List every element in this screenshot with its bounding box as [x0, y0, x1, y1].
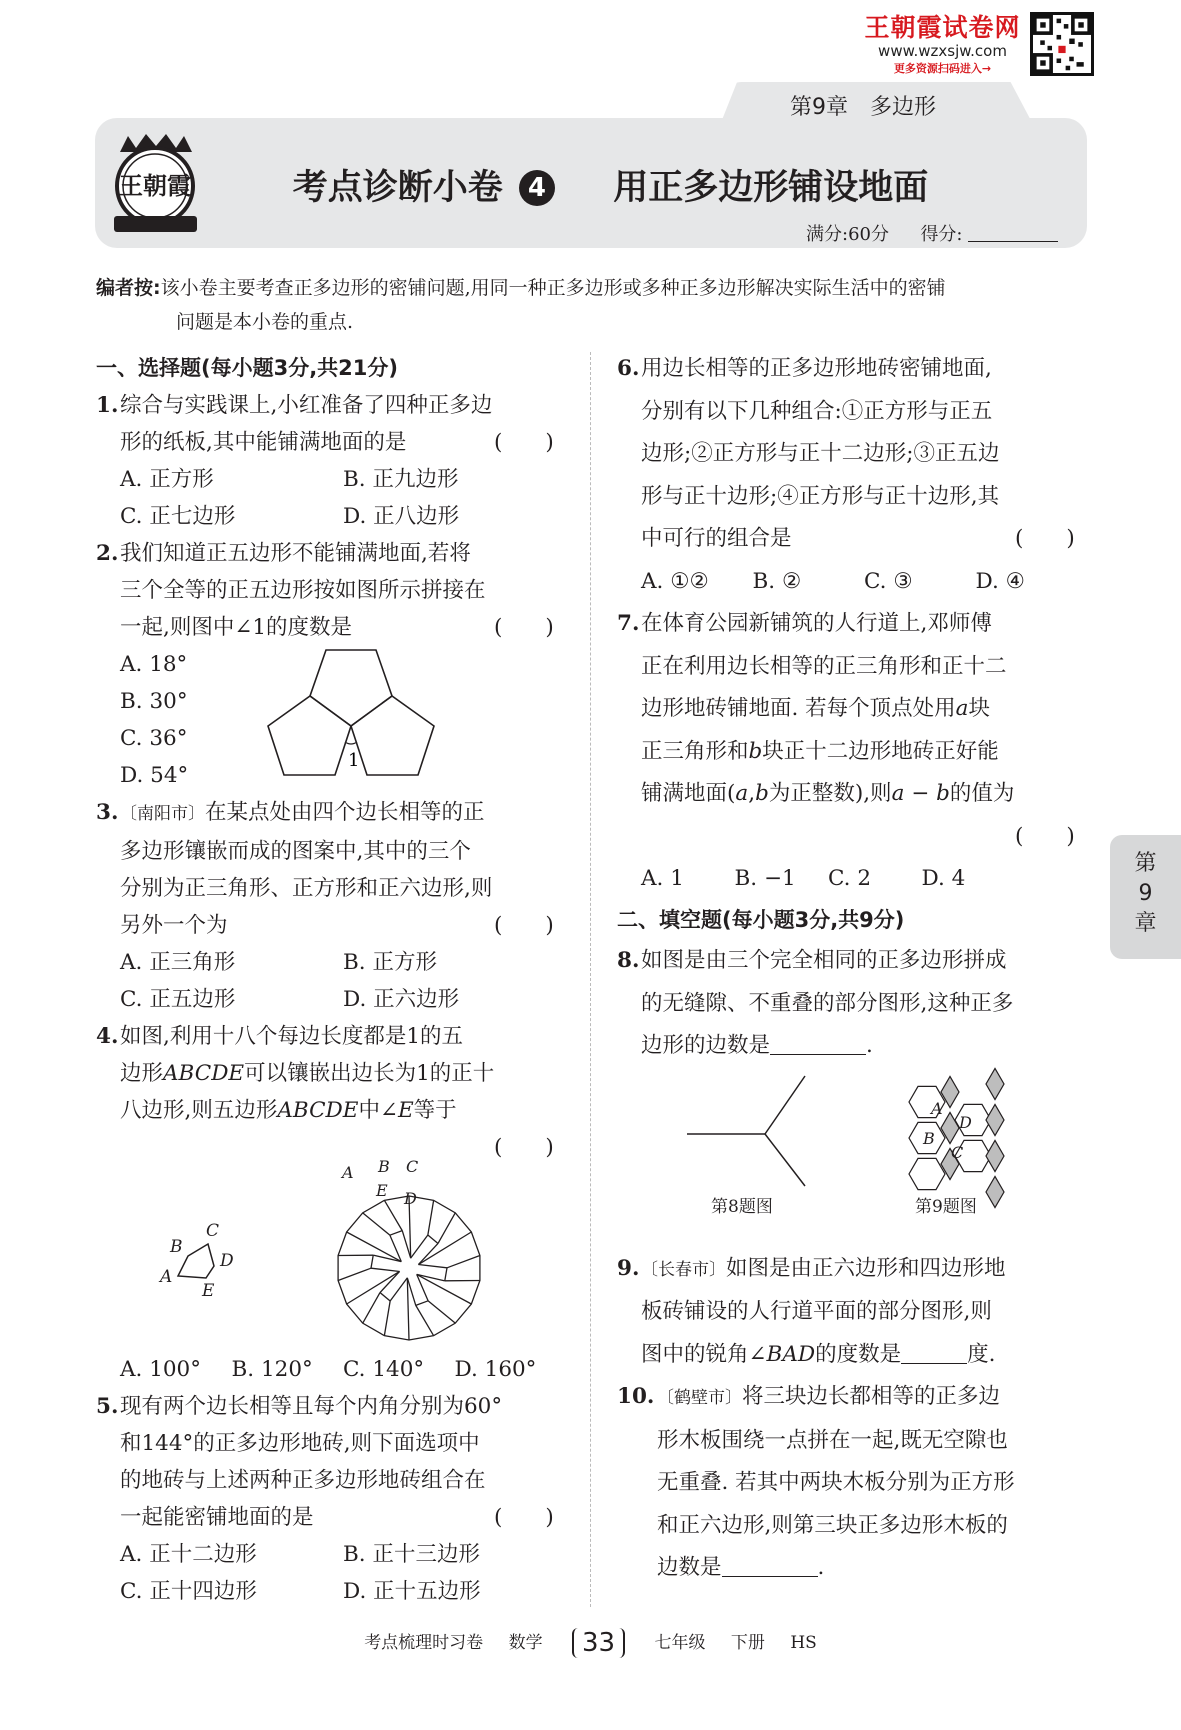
tiling-edge	[371, 1255, 373, 1268]
question-text: 边数是	[657, 1555, 722, 1580]
side-tab-char: 章	[1134, 911, 1157, 936]
tiling-edge	[428, 1200, 434, 1235]
question-text: 等于	[413, 1098, 457, 1123]
tiling-edge	[445, 1268, 447, 1281]
figure-8-caption: 第8题图	[711, 1196, 773, 1217]
question-text: 一起能密铺地面的是	[120, 1505, 314, 1530]
qr-code-icon[interactable]	[1030, 12, 1094, 76]
chapter-label: 第9章 多边形	[790, 95, 936, 120]
question-text: 另外一个为	[120, 913, 228, 938]
options	[617, 561, 1087, 604]
question-number: 3.	[96, 800, 119, 825]
editor-note-text-2: 问题是本小卷的重点.	[176, 311, 354, 333]
question-text: 分别有以下几种组合:①正方形与正五	[641, 398, 993, 424]
rhombus-tile	[986, 1140, 1004, 1171]
question-text: 边形;②正方形与正十二边形;③正五边	[641, 441, 1000, 466]
option-b[interactable]: B. 正九边形	[343, 467, 459, 492]
footer-volume: 下册	[730, 1633, 765, 1653]
tiling-edge	[438, 1213, 455, 1244]
tiling-edge	[363, 1213, 390, 1235]
question-text: 的值为	[949, 781, 1015, 806]
option-a[interactable]: A. 正三角形	[120, 950, 236, 975]
tiling-edge	[380, 1293, 390, 1301]
question-text: .	[817, 1555, 825, 1580]
brand-url[interactable]: www.wzxsjw.com	[878, 42, 1007, 60]
option-d[interactable]: D. 4	[921, 865, 966, 891]
question-text: 边形	[120, 1061, 164, 1086]
tiling-edge	[373, 1255, 401, 1261]
vertex-label: A	[931, 1098, 943, 1118]
options	[96, 1573, 566, 1610]
vertex-label: A	[342, 1163, 354, 1182]
tiling-edge	[417, 1274, 428, 1300]
math-var: b	[755, 781, 769, 806]
question-text: 正在利用边长相等的正三角形和正十二	[641, 653, 1007, 679]
tiling-edge	[417, 1274, 445, 1280]
question-text: 八边形,则五边形	[120, 1098, 278, 1123]
pentagon-abcde-figure	[156, 1186, 256, 1301]
footer-subject: 数学	[508, 1633, 543, 1653]
vertex-label: E	[202, 1281, 215, 1301]
option-a[interactable]: A. 正十二边形	[120, 1542, 257, 1567]
side-tab-char: 第	[1134, 851, 1157, 876]
question-number: 2.	[96, 541, 119, 566]
answer-paren[interactable]: ( )	[494, 430, 554, 455]
q8-q9-figures	[617, 1068, 1087, 1248]
option-d[interactable]: D. 54°	[120, 763, 189, 788]
source-city: 〔鹤壁市〕	[657, 1388, 742, 1408]
question-number: 8.	[617, 948, 640, 973]
question-text: 的无缝隙、不重叠的部分图形,这种正多	[641, 990, 1014, 1016]
math-var: a	[955, 696, 969, 721]
question-text: 边形地砖铺地面. 若每个顶点处用	[641, 696, 956, 721]
option-b[interactable]: B. 120°	[231, 1357, 313, 1382]
editor-note-text-1: 该小卷主要考查正多边形的密铺问题,用同一种正多边形或多种正多边形解决实际生活中的密铺	[160, 277, 946, 299]
tiling-edge	[447, 1255, 480, 1267]
question-number: 6.	[617, 356, 640, 381]
question-8	[617, 940, 1087, 1068]
tiling-edge	[416, 1305, 434, 1335]
question-text: 边形的边数是	[641, 1033, 771, 1058]
question-text: 一起,则图中∠1的度数是	[120, 615, 353, 640]
question-text: 如图,利用十八个每边长度都是1的五	[120, 1024, 464, 1049]
vertex-label: D	[220, 1251, 234, 1271]
option-b[interactable]: B. −1	[734, 865, 796, 891]
rhombus-tile	[986, 1068, 1004, 1099]
math-var: b	[936, 781, 950, 806]
answer-blank[interactable]	[901, 1342, 967, 1364]
question-number: 9.	[617, 1255, 640, 1281]
question-text: 的度数是	[815, 1341, 902, 1367]
options	[96, 461, 566, 498]
section-choice-title: 一、选择题(每小题3分,共21分)	[96, 356, 399, 380]
tiling-edge	[384, 1200, 402, 1230]
question-5	[96, 1388, 566, 1536]
answer-paren[interactable]: ( )	[1015, 823, 1075, 849]
answer-blank[interactable]	[770, 1033, 866, 1055]
question-text: 图中的锐角∠	[641, 1341, 767, 1367]
question-text: 和144°的正多边形地砖,则下面选项中	[120, 1431, 480, 1456]
tiling-edge	[363, 1293, 380, 1324]
tiling-edge	[417, 1274, 472, 1304]
question-text: 可以镶嵌出边长为1的正十	[244, 1061, 495, 1086]
math-var: E	[397, 1098, 414, 1123]
tiling-edge	[411, 1235, 428, 1258]
option-a[interactable]: A. 正方形	[120, 467, 214, 492]
question-text: 板砖铺设的人行道平面的部分图形,则	[641, 1299, 992, 1324]
option-a[interactable]: A. 1	[641, 865, 684, 891]
rhombus-tile	[986, 1176, 1004, 1207]
question-number: 5.	[96, 1394, 119, 1419]
vertex-label: B	[170, 1237, 183, 1257]
vertex-label: E	[376, 1181, 388, 1200]
question-text: 多边形镶嵌而成的图案中,其中的三个	[120, 839, 471, 864]
chapter-side-tab	[1110, 835, 1181, 959]
vertex-label: C	[406, 1157, 419, 1176]
vertex-label: B	[923, 1128, 935, 1148]
footer-grade: 七年级	[654, 1633, 706, 1653]
tiling-edge	[371, 1268, 400, 1271]
vertex-label: A	[160, 1267, 173, 1287]
option-b[interactable]: B. 正方形	[343, 950, 437, 975]
vertex-label: D	[404, 1189, 417, 1208]
tiling-edge	[384, 1301, 390, 1336]
title-number-badge: 4	[519, 170, 555, 206]
title-part2: 用正多边形铺设地面	[613, 168, 929, 208]
editor-note-label: 编者按:	[96, 277, 161, 299]
options	[96, 1351, 566, 1388]
question-6	[617, 348, 1087, 561]
hexagon-tile	[909, 1158, 945, 1189]
math-operator: −	[904, 781, 937, 806]
tiling-edge	[338, 1268, 371, 1280]
tiling-edge	[347, 1232, 402, 1262]
question-text: ,	[748, 781, 756, 806]
answer-paren[interactable]: ( )	[1015, 526, 1075, 551]
answer-paren[interactable]: ( )	[494, 913, 554, 938]
rhombus-tile	[986, 1104, 1004, 1135]
options	[96, 944, 566, 981]
tiling-edge	[418, 1265, 447, 1268]
question-text: 为正整数),则	[768, 781, 892, 806]
option-d[interactable]: D. ④	[975, 568, 1025, 594]
left-column	[96, 350, 566, 1610]
score-line	[806, 220, 1058, 246]
option-a[interactable]: A. ①②	[641, 568, 709, 594]
question-1	[96, 387, 566, 461]
math-var: ABCDE	[163, 1061, 245, 1086]
options	[96, 498, 566, 535]
question-text: 形的纸板,其中能铺满地面的是	[120, 430, 407, 455]
footer-edition: HS	[790, 1633, 817, 1653]
question-text: 现有两个边长相等且每个内角分别为60°	[120, 1394, 503, 1419]
question-number: 10.	[617, 1384, 655, 1409]
tiling-edge	[428, 1235, 438, 1243]
option-c[interactable]: C. 正十四边形	[120, 1579, 257, 1604]
title-part1: 考点诊断小卷	[292, 168, 503, 208]
tiling-edge	[428, 1301, 455, 1323]
option-d[interactable]: D. 正八边形	[343, 504, 460, 529]
question-text: 块	[968, 696, 991, 721]
question-text: 和正六边形,则第三块正多边形木板的	[657, 1512, 1008, 1538]
side-tab-char: 9	[1138, 881, 1153, 906]
question-text: 块正十二边形地砖正好能	[762, 738, 999, 764]
question-text: 综合与实践课上,小红准备了四种正多边	[120, 393, 493, 418]
math-var: a	[735, 781, 749, 806]
question-4	[96, 1018, 566, 1166]
page-number: 33	[572, 1628, 625, 1658]
answer-blank[interactable]	[722, 1555, 818, 1577]
hexagon-tiling-figure	[895, 1072, 1035, 1192]
question-number: 7.	[617, 611, 640, 636]
question-text: 在某点处由四个边长相等的正	[205, 800, 485, 825]
three-lines-figure	[687, 1076, 837, 1186]
column-divider	[590, 352, 591, 1607]
math-var: BAD	[766, 1341, 816, 1367]
question-text: 正三角形和	[641, 738, 749, 764]
vertex-label: C	[951, 1142, 964, 1162]
question-text: 铺满地面(	[641, 781, 736, 806]
brand-name: 王朝霞试卷网	[864, 13, 1021, 42]
question-text: 用边长相等的正多边形地砖密铺地面,	[641, 356, 992, 381]
tiling-edge	[390, 1231, 402, 1236]
question-text: 如图是由正六边形和四边形地	[726, 1255, 1006, 1281]
question-text: 中∠	[358, 1098, 398, 1123]
page-title	[0, 160, 1181, 210]
question-text: 将三块边长都相等的正多边	[742, 1384, 1001, 1409]
question-2	[96, 535, 566, 646]
tiling-edge	[416, 1301, 428, 1306]
question-text: 如图是由三个完全相同的正多边形拼成	[641, 948, 1007, 973]
brand-block	[855, 8, 1030, 76]
question-text: 中可行的组合是	[641, 526, 792, 551]
option-b[interactable]: B. ②	[752, 568, 802, 594]
question-text: 分别为正三角形、正方形和正六边形,则	[120, 876, 493, 901]
option-c[interactable]: C. 36°	[120, 726, 188, 751]
question-9	[617, 1248, 1087, 1377]
tiling-edge	[390, 1235, 401, 1261]
options	[96, 646, 566, 794]
answer-paren[interactable]: ( )	[494, 615, 554, 640]
option-c[interactable]: C. 2	[828, 865, 872, 891]
full-score: 满分:60分	[806, 224, 889, 245]
score-label: 得分:	[920, 224, 963, 245]
q4-figures	[96, 1157, 566, 1351]
question-text: .	[866, 1033, 873, 1058]
question-text: 我们知道正五边形不能铺满地面,若将	[120, 541, 471, 566]
options	[617, 858, 1015, 901]
option-d[interactable]: D. 正十五边形	[343, 1579, 481, 1604]
option-c[interactable]: C. 正五边形	[120, 987, 236, 1012]
question-10	[617, 1376, 1087, 1590]
question-text: 形与正十边形;④正方形与正十边形,其	[641, 483, 1000, 509]
question-7	[617, 603, 1087, 858]
editor-note	[96, 271, 1086, 339]
question-text: 形木板围绕一点拼在一起,既无空隙也	[657, 1427, 1008, 1453]
source-city: 〔长春市〕	[641, 1259, 726, 1280]
options	[96, 981, 566, 1018]
vertex-label: B	[378, 1157, 390, 1176]
option-d[interactable]: D. 正六边形	[343, 987, 460, 1012]
question-text: 无重叠. 若其中两块木板分别为正方形	[657, 1470, 1015, 1495]
question-text: 度.	[967, 1341, 996, 1367]
question-text: 的地砖与上述两种正多边形地砖组合在	[120, 1468, 486, 1493]
logo-text: 王朝霞	[119, 171, 191, 200]
option-b[interactable]: B. 正十三边形	[343, 1542, 480, 1567]
source-city: 〔南阳市〕	[120, 804, 205, 824]
question-number: 4.	[96, 1024, 119, 1049]
vertex-label: D	[959, 1112, 972, 1132]
answer-paren[interactable]: ( )	[494, 1505, 554, 1530]
score-blank[interactable]	[968, 226, 1058, 242]
vertex-label: C	[206, 1221, 220, 1241]
question-3	[96, 794, 566, 944]
option-a[interactable]: A. 18°	[120, 652, 188, 677]
math-var: a	[891, 781, 905, 806]
figure-9-caption: 第9题图	[915, 1196, 977, 1217]
tiling-edge	[390, 1278, 407, 1301]
question-text: 在体育公园新铺筑的人行道上,邓师傅	[641, 611, 992, 636]
answer-paren[interactable]: ( )	[494, 1135, 554, 1160]
eighteen-gon-figure	[324, 1158, 494, 1348]
three-pentagons-figure	[256, 650, 446, 790]
option-c[interactable]: C. 140°	[343, 1357, 425, 1382]
option-c[interactable]: C. ③	[864, 568, 913, 594]
page-footer	[0, 1628, 1181, 1658]
tiling-edge	[407, 1278, 409, 1340]
angle-1-label: 1	[348, 750, 360, 771]
math-var: ABCDE	[277, 1098, 359, 1123]
options	[96, 1536, 566, 1573]
section-fill-title: 二、填空题(每小题3分,共9分)	[617, 908, 905, 932]
footer-series: 考点梳理时习卷	[364, 1633, 484, 1653]
question-number: 1.	[96, 393, 119, 418]
math-var: b	[748, 738, 763, 764]
brand-note: 更多资源扫码进入→	[893, 62, 992, 75]
option-c[interactable]: C. 正七边形	[120, 504, 236, 529]
option-b[interactable]: B. 30°	[120, 689, 188, 714]
question-text: 三个全等的正五边形按如图所示拼接在	[120, 578, 486, 603]
option-d[interactable]: D. 160°	[454, 1357, 537, 1382]
right-column	[617, 348, 1087, 1590]
option-a[interactable]: A. 100°	[120, 1357, 201, 1382]
